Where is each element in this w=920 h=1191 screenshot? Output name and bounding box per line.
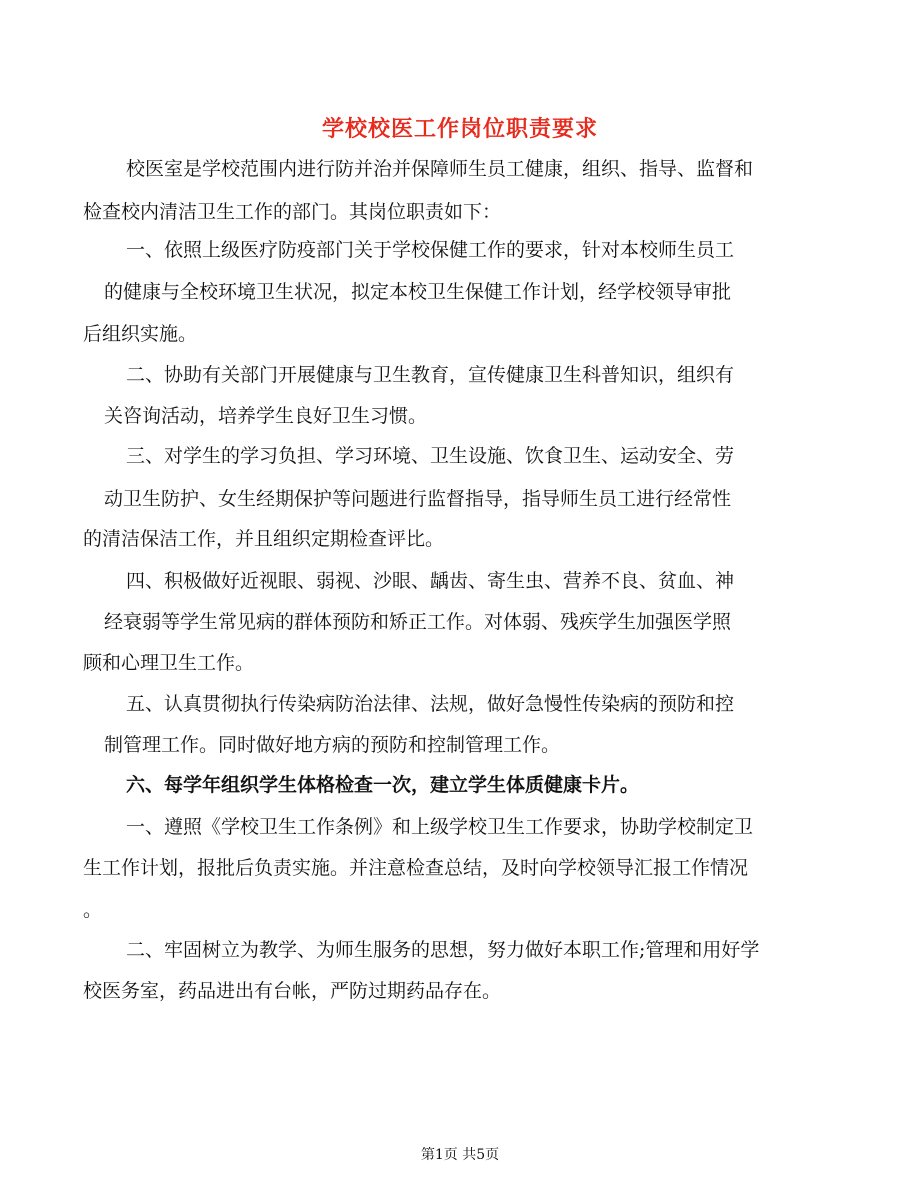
body-line: 一、依照上级医疗防疫部门关于学校保健工作的要求，针对本校师生员工	[126, 239, 735, 261]
body-line: 一、遵照《学校卫生工作条例》和上级学校卫生工作要求，协助学校制定卫	[126, 816, 754, 838]
body-line: 三、对学生的学习负担、学习环境、卫生设施、饮食卫生、运动安全、劳	[126, 445, 735, 467]
body-line: 制管理工作。同时做好地方病的预防和控制管理工作。	[104, 734, 561, 756]
body-line: 关咨询活动，培养学生良好卫生习惯。	[104, 405, 428, 427]
body-line: 四、积极做好近视眼、弱视、沙眼、龋齿、寄生虫、营养不良、贫血、神	[126, 570, 735, 592]
body-line: 动卫生防护、女生经期保护等问题进行监督指导，指导师生员工进行经常性	[104, 488, 732, 510]
body-line: 的清洁保洁工作，并且组织定期检查评比。	[83, 528, 445, 550]
body-line: 。	[83, 899, 103, 921]
body-line: 二、牢固树立为教学、为师生服务的思想，努力做好本职工作;管理和用好学	[126, 939, 760, 961]
page-number: 第1页 共5页	[420, 1147, 500, 1163]
body-line: 的健康与全校环境卫生状况，拟定本校卫生保健工作计划，经学校领导审批	[104, 281, 732, 303]
body-line: 经衰弱等学生常见病的群体预防和矫正工作。对体弱、残疾学生加强医学照	[104, 611, 732, 633]
body-line: 后组织实施。	[83, 323, 198, 345]
body-line: 检查校内清洁卫生工作的部门。其岗位职责如下：	[83, 201, 502, 223]
body-line: 生工作计划，报批后负责实施。并注意检查总结，及时向学校领导汇报工作情况	[83, 857, 749, 879]
body-line: 二、协助有关部门开展健康与卫生教育，宣传健康卫生科普知识，组织有	[126, 364, 735, 386]
document-title: 学校校医工作岗位职责要求	[321, 116, 598, 142]
body-line-bold: 六、每学年组织学生体格检查一次，建立学生体质健康卡片。	[126, 774, 640, 796]
body-line: 校医务室，药品进出有台帐，严防过期药品存在。	[83, 980, 502, 1002]
body-line: 顾和心理卫生工作。	[83, 652, 255, 674]
body-line: 五、认真贯彻执行传染病防治法律、法规，做好急慢性传染病的预防和控	[126, 693, 735, 715]
body-line: 校医室是学校范围内进行防并治并保障师生员工健康，组织、指导、监督和	[126, 158, 754, 180]
